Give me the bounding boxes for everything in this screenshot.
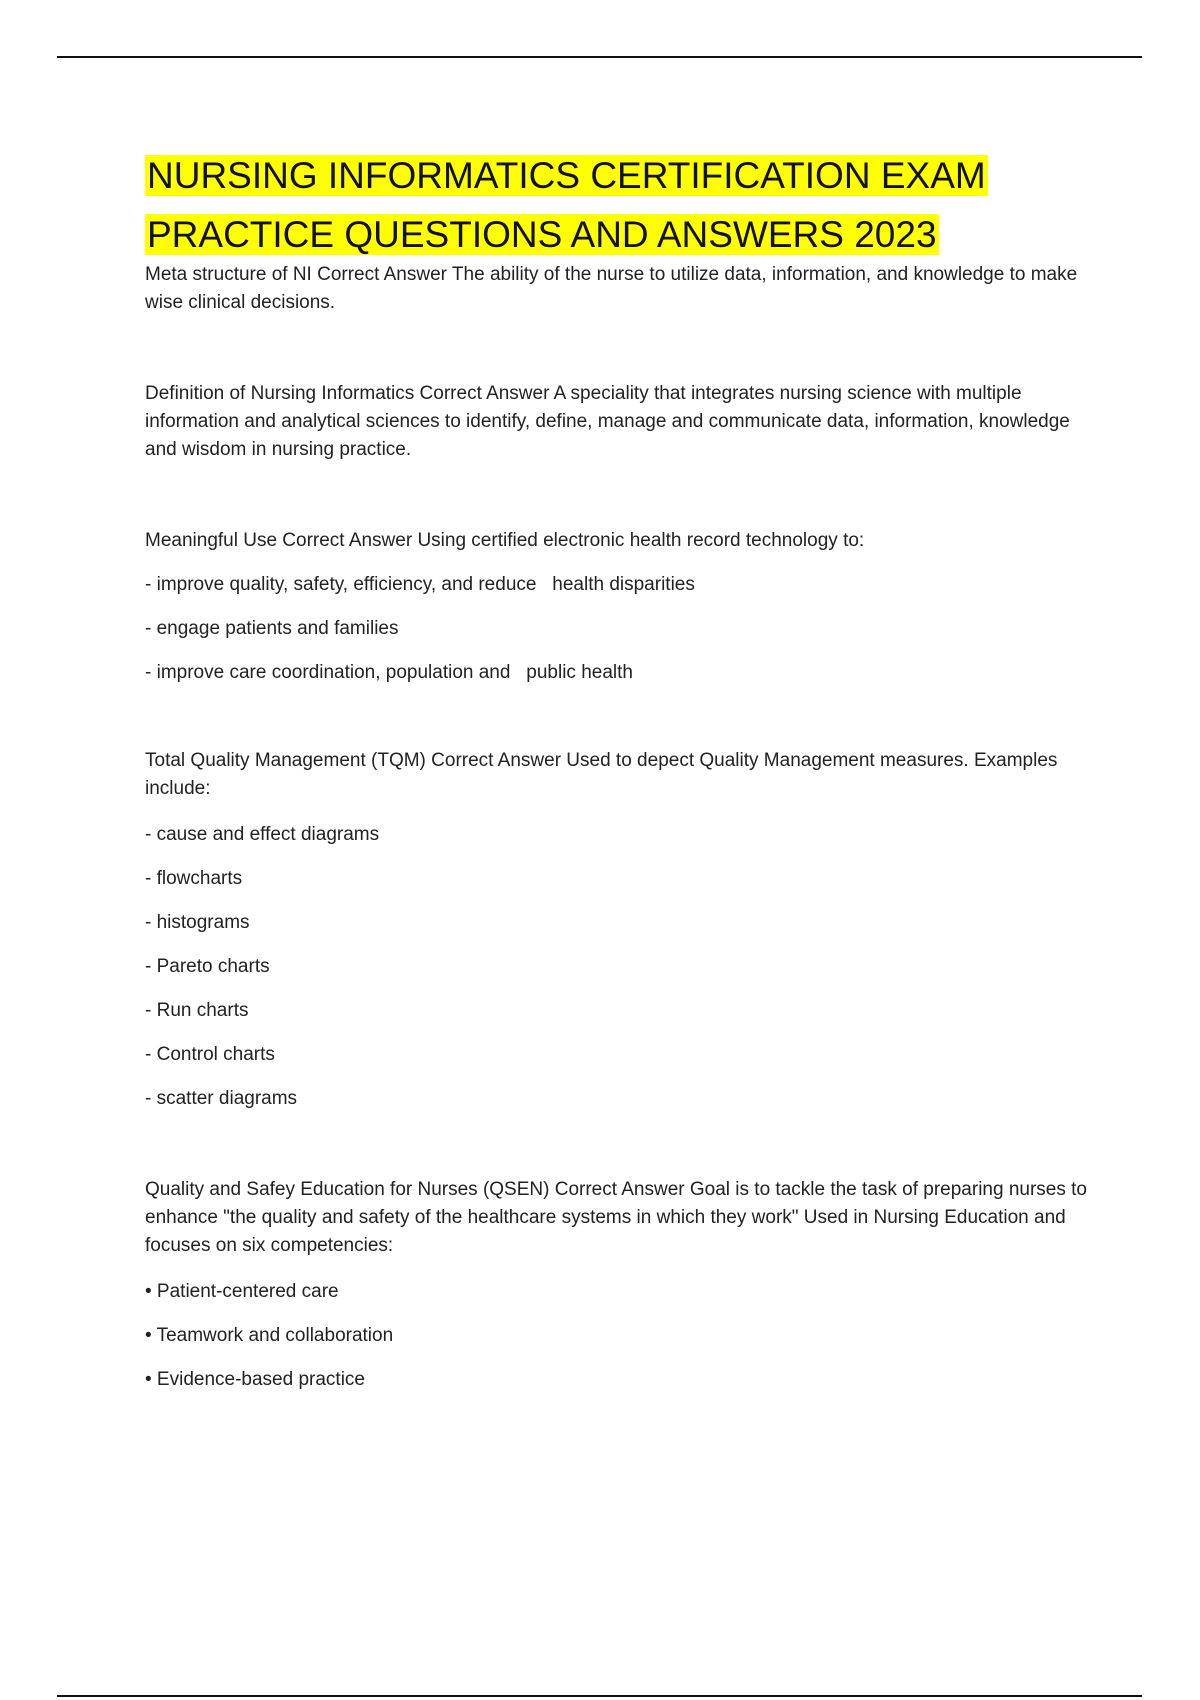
list-item: - engage patients and families (145, 618, 399, 639)
list-item: - cause and effect diagrams (145, 824, 380, 845)
list-item: • Teamwork and collaboration (145, 1325, 394, 1346)
list-item: - Run charts (145, 1000, 249, 1021)
entry-text: Meaningful Use Correct Answer Using certified electronic health record technology to: (145, 530, 865, 551)
list-item: - histograms (145, 912, 250, 933)
list-item: - improve care coordination, population and public health (145, 662, 633, 683)
document-body (145, 146, 1095, 1394)
footer-rule (57, 1695, 1142, 1697)
title-highlight: NURSING INFORMATICS CERTIFICATION EXAM PRACTICE QUESTIONS AND ANSWERS 2023 (147, 155, 986, 255)
list-item: - scatter diagrams (145, 1088, 298, 1109)
entry-text: Meta structure of NI Correct Answer The ability of the nurse to utilize data, information, and knowledge to make wise clinical decisions. (145, 264, 1078, 313)
entry-text: Definition of Nursing Informatics Correct Answer A speciality that integrates nursing science with multiple information and analytical sciences to identify, define, manage and communicate data, information, knowledge and wisdom in nursing practice. (145, 383, 1070, 460)
list-item: - improve quality, safety, efficiency, and reduce health disparities (145, 574, 695, 595)
list-item: - Pareto charts (145, 956, 270, 977)
entry-text: Quality and Safey Education for Nurses (QSEN) Correct Answer Goal is to tackle the task of preparing nurses to enhance "the quality and safety of the healthcare systems in which they work" Used in Nursing Education and focuses on six competencies: (145, 1179, 1087, 1256)
list-item: - flowcharts (145, 868, 243, 889)
header-rule (57, 56, 1142, 58)
list-item: • Evidence-based practice (145, 1369, 365, 1390)
entry-text: Total Quality Management (TQM) Correct Answer Used to depect Quality Management measures. Examples include: (145, 750, 1058, 799)
list-item: - Control charts (145, 1044, 275, 1065)
list-item: • Patient-centered care (145, 1281, 339, 1302)
document-title (145, 146, 1095, 264)
